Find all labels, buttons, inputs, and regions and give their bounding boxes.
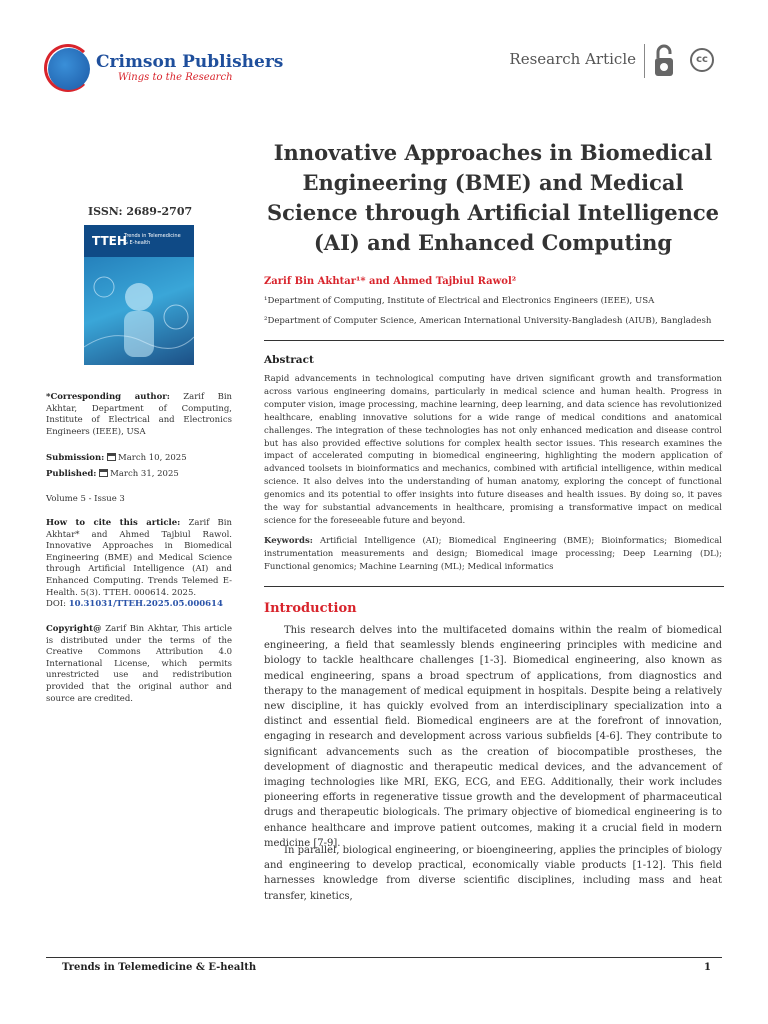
published-date [46,469,232,481]
publisher-logo[interactable] [48,44,288,100]
copyright-text: Zarif Bin Akhtar, This article is distributed under the terms of the Creative Commons Attribution 4.0 International License, which permits unrestricted use and redistribution provided that the original author and source are credited. [46,624,233,704]
volume-issue: Volume 5 - Issue 3 [46,494,125,504]
abstract-heading: Abstract [264,354,314,366]
affiliation-2: ²Department of Computer Science, American International University-Bangladesh (AIUB), Bangladesh [264,316,712,326]
keywords-label: Keywords: [264,536,313,546]
publisher-tagline: Wings to the Research [118,72,233,83]
keywords-text: Artificial Intelligence (AI); Biomedical Engineering (BME); Bioinformatics; Biomedical instrumentation measurements and design; Biomedical image processing; Deep Learning (DL); Functional genomics; Machine Learning (ML); Medical informatics [264,536,722,572]
calendar-icon [99,469,108,477]
page-number: 1 [704,962,711,973]
cover-subtitle: Trends in Telemedicine & E-health [124,233,181,246]
article-title: Innovative Approaches in Biomedical Engineering (BME) and Medical Science through Artificial Intelligence (AI) and Enhanced Computing [266,140,720,255]
cover-illustration-icon [84,257,194,365]
footer-journal-name: Trends in Telemedicine & E-health [62,962,257,973]
submission-value: March 10, 2025 [117,453,187,463]
footer-rule [46,957,722,958]
corresponding-label: *Corresponding author: [46,392,170,402]
globe-icon [48,48,90,90]
publisher-name: Crimson Publishers [96,52,284,72]
citation-text: Zarif Bin Akhtar* and Ahmed Tajbiul Rawol. Innovative Approaches in Biomedical Engineering (BME) and Medical Science through Artificial Intelligence (AI) and Enhanced Computing. Trends Telemed E-Health. 5(3). TTEH. 000614. 2025. [46,518,233,598]
introduction-heading: Introduction [264,601,357,616]
copyright-notice [46,624,232,705]
copyright-label: Copyright@ [46,624,102,634]
affiliation-1: ¹Department of Computing, Institute of Electrical and Electronics Engineers (IEEE), USA [264,296,655,306]
published-value: March 31, 2025 [110,469,179,479]
journal-cover-image [84,225,194,365]
issn: ISSN: 2689-2707 [88,205,193,218]
submission-label: Submission: [46,453,105,463]
citation-label: How to cite this article: [46,518,181,528]
header-divider [644,44,645,78]
keywords [264,535,722,574]
corresponding-author [46,392,232,438]
citation [46,518,232,611]
doi-label: DOI: [46,599,67,610]
open-access-icon[interactable] [652,44,676,78]
corresponding-text: Zarif Bin Akhtar, Department of Computing, Institute of Electrical and Electronics Engineers (IEEE), USA [46,392,233,437]
abstract-text: Rapid advancements in technological computing have driven significant growth and transformation across various engineering domains, particularly in medical science and human health. Progress in computer vision, image processing, machine learning, deep learning, and data science has revolutionized healthcare, enabling innovative solutions for a wide range of medical conditions and anatomical challenges. The integration of these technologies has not only enhanced medication and disease control but has also provided effective solutions for complex health sector issues. This research examines the impact of accelerated computing in biomedical engineering, highlighting the modern application of advanced toolsets in bioinformatics and mechanics, combined with artificial intelligence, within medical science. It also delves into the understanding of human anatomy, exploring the concept of functional genomics and its potential to offer insights into future diseases and health issues. By doing so, it paves the way for substantial advancements in healthcare, promising a transformative impact on medical science for the foreseeable future and beyond. [264,374,722,526]
creative-commons-icon[interactable]: cc [690,48,714,72]
abstract-bottom-rule [264,586,724,587]
calendar-icon [107,453,116,461]
published-label: Published: [46,469,97,479]
article-type: Research Article [509,50,636,68]
introduction-paragraph-2: In parallel, biological engineering, or bioengineering, applies the principles of biology and engineering to develop practical, economically viable products [1-12]. This field harnesses knowledge from diverse scientific disciplines, including mass and heat transfer, kinetics, [264,845,722,902]
author-list: Zarif Bin Akhtar¹* and Ahmed Tajbiul Rawol² [264,276,517,287]
submission-date [46,453,232,465]
introduction-paragraph-1: This research delves into the multifaceted domains within the realm of biomedical engineering, a field that seamlessly blends engineering principles with medicine and biology to tackle healthcare challenges [1-3]. Biomedical engineering, also known as medical engineering, spans a broad spectrum of applications, from diagnostics and therapy to the management of medical equipment in hospitals. Despite being a relatively new discipline, it has quickly evolved from an interdisciplinary specialization into a distinct and essential field. Biomedical engineers are at the forefront of innovation, engaging in research and development across various subfields [4-6]. They contribute to significant advancements such as the creation of biocompatible prostheses, the development of diagnostic and therapeutic medical devices, and the advancement of imaging technologies like MRI, EKG, ECG, and EEG. Additionally, their work includes pioneering efforts in regenerative tissue growth and the development of pharmaceutical drugs and therapeutic biologicals. The primary objective of biomedical engineering is to enhance healthcare and improve patient outcomes, making it a crucial field in modern medicine [7-9]. [264,625,722,849]
abstract-top-rule [264,340,724,341]
cover-title: TTEH [92,234,127,248]
doi-link[interactable]: 10.31031/TTEH.2025.05.000614 [68,599,223,610]
